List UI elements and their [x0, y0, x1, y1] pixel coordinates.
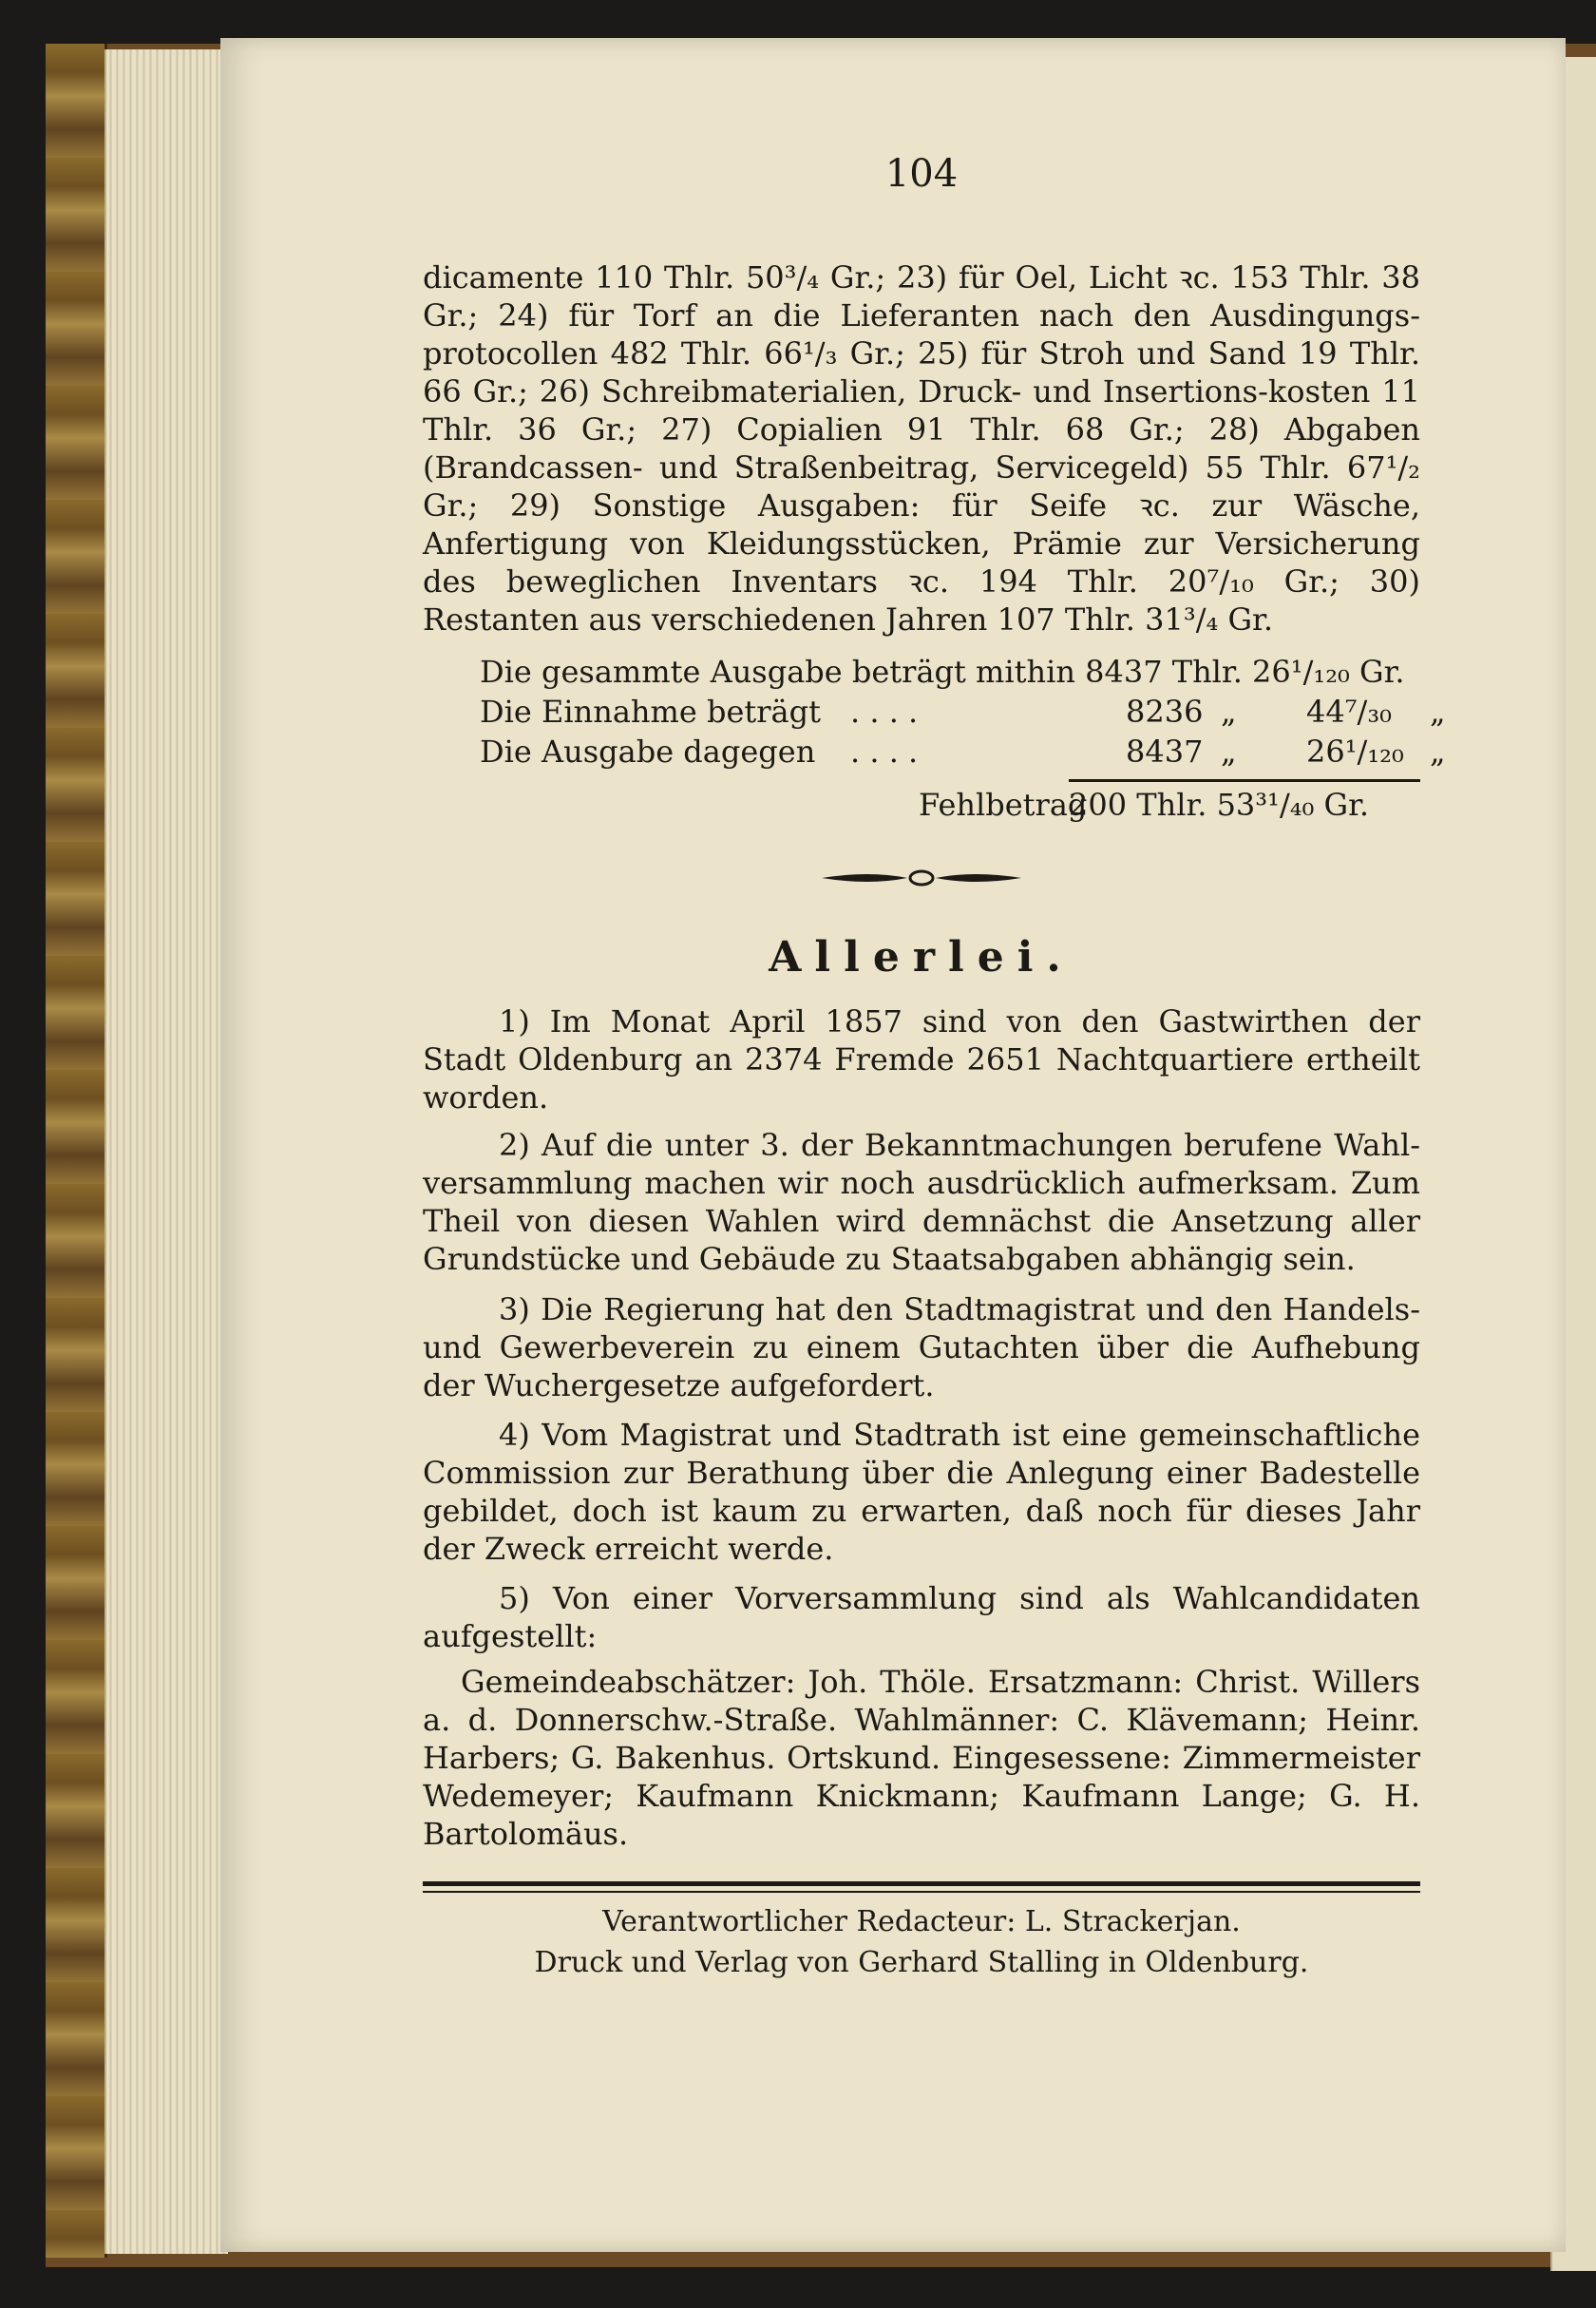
footer-rule-thick	[423, 1881, 1420, 1886]
summary-fraction: 26¹/₁₂₀	[1306, 734, 1404, 770]
footer-editor: Verantwortlicher Redacteur: L. Strackerjan.	[602, 1905, 1241, 1938]
summary-unit: „	[1430, 734, 1446, 770]
list-item: 4) Vom Magistrat und Stadtrath ist eine gemeinschaftliche Commission zur Berathung über die Anlegung einer Badestelle gebildet, doch ist kaum zu erwarten, daß noch für dieses Jahr der Zweck erreicht werde.	[423, 1417, 1420, 1567]
continued-paragraph: dicamente 110 Thlr. 50³/₄ Gr.; 23) für Oel, Licht ꝛc. 153 Thlr. 38 Gr.; 24) für Torf an die Lieferanten nach den Ausdingungs-protocollen 482 Thlr. 66¹/₃ Gr.; 25) für Stroh und Sand 19 Thlr. 66 Gr.; 26) Schreibmaterialien, Druck- und Insertions-kosten 11 Thlr. 36 Gr.; 27) Copialien 91 Thlr. 68 Gr.; 28) Abgaben (Brandcassen- und Straßenbeitrag, Servicegeld) 55 Thlr. 67¹/₂ Gr.; 29) Sonstige Ausgaben: für Seife ꝛc. zur Wäsche, Anfertigung von Kleidungsstücken, Prämie zur Versicherung des beweglichen Inventars ꝛc. 194 Thlr. 20⁷/₁₀ Gr.; 30) Restanten aus verschiedenen Jahren 107 Thlr. 31³/₄ Gr.	[423, 259, 1420, 638]
deficit-label: Fehlbetrag	[919, 787, 1088, 823]
section-title: Allerlei.	[769, 933, 1074, 982]
summary-unit: „	[1221, 694, 1237, 730]
summary-value: 8236	[1126, 694, 1204, 730]
summary-total-text: Die gesammte Ausgabe beträgt mithin 8437 Thlr. 26¹/₁₂₀ Gr.	[480, 654, 1405, 690]
summary-label: Die Ausgabe dagegen	[480, 734, 816, 770]
summary-label: Die Einnahme beträgt	[480, 694, 821, 730]
list-item: 3) Die Regierung hat den Stadtmagistrat und den Handels- und Gewerbeverein zu einem Gutachten über die Aufhebung der Wuchergesetze aufgefordert.	[423, 1291, 1420, 1403]
summary-value: 8437	[1126, 734, 1204, 770]
summary-total-line	[480, 654, 1420, 694]
summary-fraction: 44⁷/₃₀	[1306, 694, 1392, 730]
list-item: 5) Von einer Vorversammlung sind als Wahlcandidaten aufgestellt:	[423, 1580, 1420, 1654]
footer-rule-thin	[423, 1891, 1420, 1893]
summary-dots: . . . .	[850, 694, 919, 730]
page-number: 104	[884, 152, 959, 196]
summary-unit: „	[1430, 694, 1446, 730]
deficit-value: 200 Thlr. 53³¹/₄₀ Gr.	[1069, 787, 1370, 823]
summary-underline	[1069, 779, 1420, 782]
summary-dots: . . . .	[850, 734, 919, 770]
ornament-divider-icon	[822, 867, 1021, 889]
list-item: 2) Auf die unter 3. der Bekanntmachungen berufene Wahl-versammlung machen wir noch ausdrücklich aufmerksam. Zum Theil von diesen Wahlen wird demnächst die Ansetzung aller Grundstücke und Gebäude zu Staatsabgaben abhängig sein.	[423, 1127, 1420, 1277]
candidates-paragraph: Gemeindeabschätzer: Joh. Thöle. Ersatzmann: Christ. Willers a. d. Donnerschw.-Straße. Wahlmänner: C. Klävemann; Heinr. Harbers; G. Bakenhus. Ortskund. Eingesessene: Zimmermeister Wedemeyer; Kaufmann Knickmann; Kaufmann Lange; G. H. Bartolomäus.	[423, 1664, 1420, 1852]
summary-row-income	[480, 694, 1446, 734]
summary-row-expense	[480, 734, 1446, 773]
page-edges	[104, 49, 228, 2254]
book-spine	[46, 44, 107, 2258]
footer-printer: Druck und Verlag von Gerhard Stalling in Oldenburg.	[534, 1946, 1309, 1979]
summary-unit: „	[1221, 734, 1237, 770]
list-item: 1) Im Monat April 1857 sind von den Gastwirthen der Stadt Oldenburg an 2374 Fremde 2651 Nachtquartiere ertheilt worden.	[423, 1003, 1420, 1116]
